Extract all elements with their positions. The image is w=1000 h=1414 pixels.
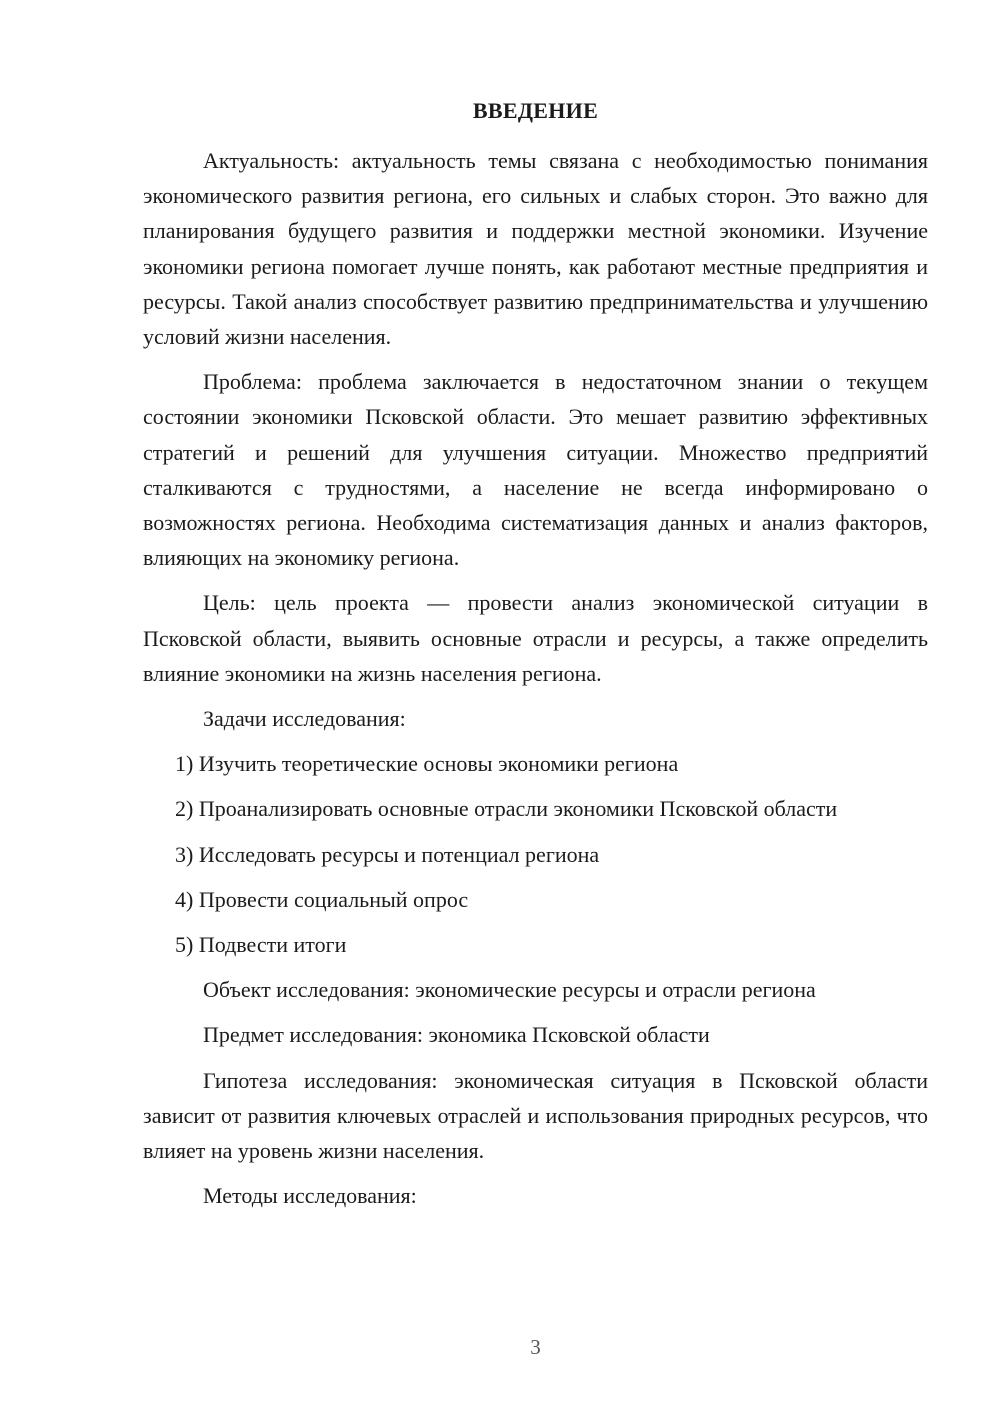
task-item: 1) Изучить теоретические основы экономики региона: [175, 751, 679, 777]
tasks-heading: Задачи исследования:: [203, 706, 406, 732]
task-item: 4) Провести социальный опрос: [175, 886, 469, 912]
page-number: 3: [530, 1335, 541, 1359]
subject-paragraph: Предмет исследования: экономика Псковской области: [203, 1022, 710, 1048]
object-paragraph: Объект исследования: экономические ресурсы и отрасли региона: [203, 977, 816, 1003]
task-item: 3) Исследовать ресурсы и потенциал региона: [175, 841, 600, 867]
methods-heading: Методы исследования:: [203, 1183, 417, 1209]
problem-paragraph: Проблема: проблема заключается в недостаточном знании о текущем состоянии экономики Псковской области. Это мешает развитию эффективных стратегий и решений для улучшения ситуации. Множество предприятий сталкиваются с трудностями, а население не всегда информировано о возможностях региона. Необходима систематизация данных и анализ факторов, влияющих на экономику региона.: [143, 369, 928, 571]
goal-paragraph: Цель: цель проекта — провести анализ экономической ситуации в Псковской области, выявить основные отрасли и ресурсы, а также определить влияние экономики на жизнь населения региона.: [143, 590, 928, 686]
hypothesis-paragraph: Гипотеза исследования: экономическая ситуация в Псковской области зависит от развития ключевых отраслей и использования природных ресурсов, что влияет на уровень жизни населения.: [143, 1067, 928, 1164]
task-item: 2) Проанализировать основные отрасли экономики Псковской области: [175, 796, 838, 822]
task-item: 5) Подвести итоги: [175, 932, 347, 958]
section-title: ВВЕДЕНИЕ: [472, 98, 599, 123]
relevance-paragraph: Актуальность: актуальность темы связана с необходимостью понимания экономического развития региона, его сильных и слабых сторон. Это важно для планирования будущего развития и поддержки местной экономики. Изучение экономики региона помогает лучше понять, как работают местные предприятия и ресурсы. Такой анализ способствует развитию предпринимательства и улучшению условий жизни населения.: [143, 148, 928, 350]
document-body: [143, 143, 928, 1213]
